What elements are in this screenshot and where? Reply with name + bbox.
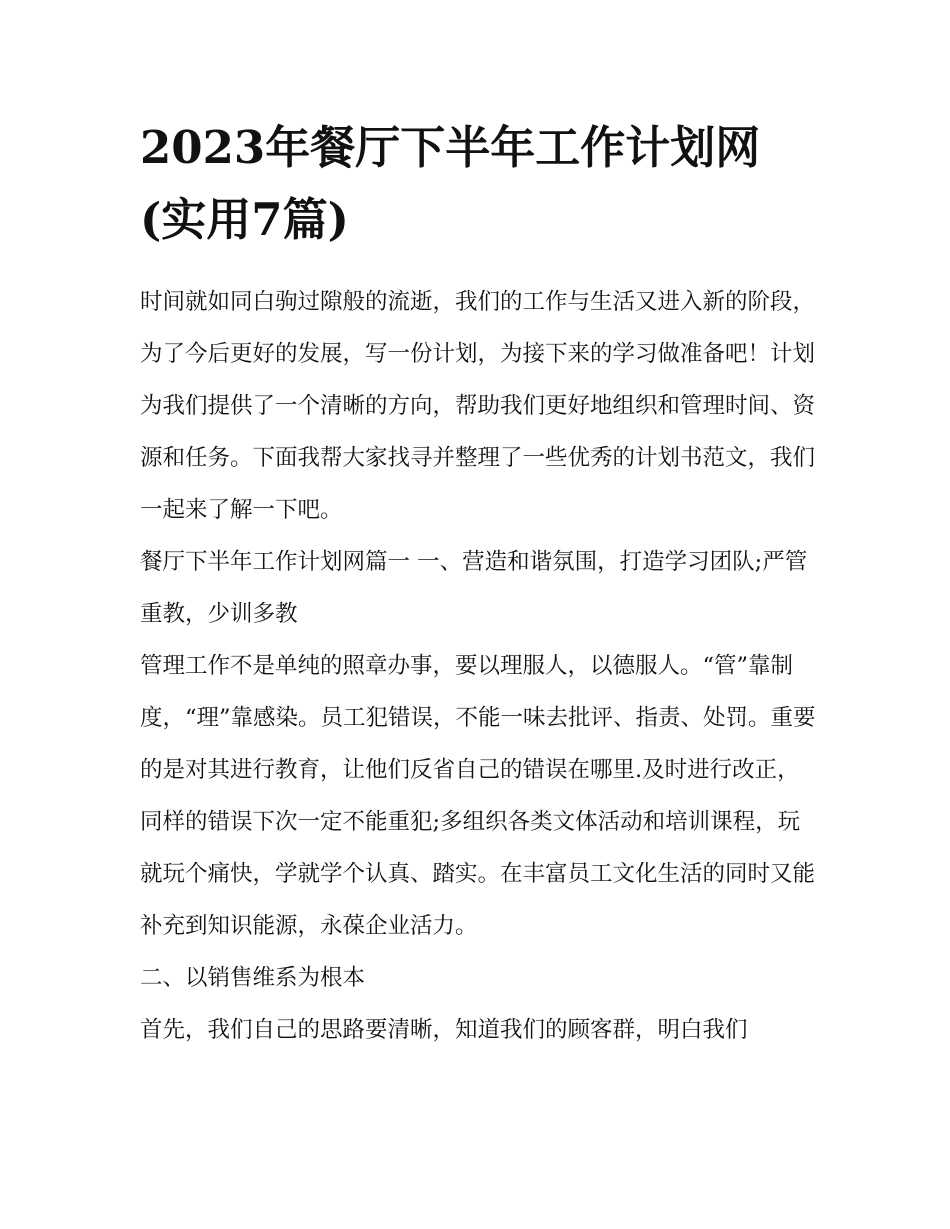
intro-paragraph: 时间就如同白驹过隙般的流逝，我们的工作与生活又进入新的阶段，为了今后更好的发展，写一份计划，为接下来的学习做准备吧！计划为我们提供了一个清晰的方向，帮助我们更好地组织和管理时间、资源和任务。下面我帮大家找寻并整理了一些优秀的计划书范文，我们一起来了解一下吧。 <box>140 289 816 523</box>
management-paragraph: 管理工作不是单纯的照章办事，要以理服人，以德服人。“管”靠制度，“理”靠感染。员工犯错误，不能一味去批评、指责、处罚。重要的是对其进行教育，让他们反省自己的错误在哪里.及时进行改正，同样的错误下次一定不能重犯;多组织各类文体活动和培训课程，玩就玩个痛快，学就学个认真、踏实。在丰富员工文化生活的同时又能补充到知识能源，永葆企业活力。 <box>140 653 816 939</box>
document-title: 2023年餐厅下半年工作计划网(实用7篇) <box>140 121 761 246</box>
section-one-heading: 餐厅下半年工作计划网篇一 一、营造和谐氛围，打造学习团队;严管重教，少训多教 <box>140 549 808 627</box>
document-body <box>140 276 820 1056</box>
section-two-heading: 二、以销售维系为根本 <box>140 965 366 991</box>
sales-paragraph: 首先，我们自己的思路要清晰，知道我们的顾客群，明白我们 <box>140 1017 748 1043</box>
